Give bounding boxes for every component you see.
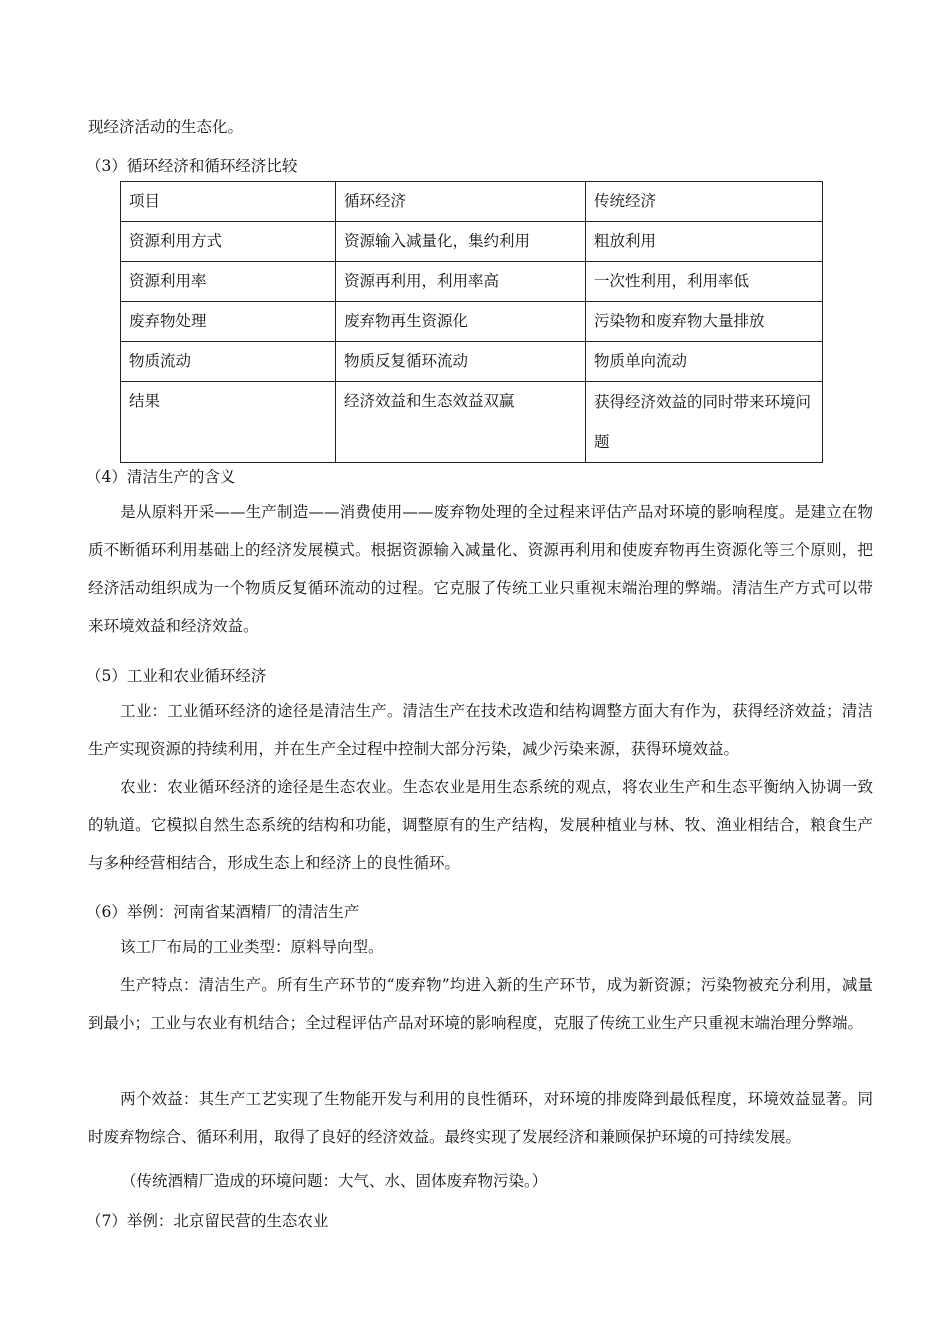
table-row [121, 302, 823, 342]
table-cell: 粗放利用 [586, 222, 823, 262]
table-cell: 资源再利用，利用率高 [336, 262, 586, 302]
table-cell: 资源利用率 [121, 262, 336, 302]
section-4-body [88, 493, 873, 645]
section-6-heading: （6）举例：河南省某酒精厂的清洁生产 [86, 903, 360, 921]
table-row [121, 262, 823, 302]
table-row [121, 342, 823, 382]
agriculture-text: 农业：农业循环经济的途径是生态农业。生态农业是用生态系统的观点，将农业生产和生态平衡纳入协调一致的轨道。它模拟自然生态系统的结构和功能，调整原有的生产结构，发展种植业与林、牧、渔业相结合，粮食生产与多种经营相结合，形成生态上和经济上的良性循环。 [88, 778, 873, 872]
comparison-table [120, 181, 823, 463]
section-7-heading: （7）举例：北京留民营的生态农业 [86, 1212, 329, 1230]
industry-text: 工业：工业循环经济的途径是清洁生产。清洁生产在技术改造和结构调整方面大有作为，获得经济效益；清洁生产实现资源的持续利用，并在生产全过程中控制大部分污染，减少污染来源，获得环境效益。 [88, 702, 873, 758]
table-header-cell: 传统经济 [586, 182, 823, 222]
features-text: 生产特点：清洁生产。所有生产环节的“废弃物”均进入新的生产环节，成为新资源；污染物被充分利用，减量到最小；工业与农业有机结合；全过程评估产品对环境的影响程度，克服了传统工业生产只重视末端治理分弊端。 [88, 976, 873, 1032]
table-cell: 物质反复循环流动 [336, 342, 586, 382]
section-5-heading: （5）工业和农业循环经济 [86, 667, 267, 685]
table-cell: 资源利用方式 [121, 222, 336, 262]
table-cell: 物质单向流动 [586, 342, 823, 382]
table-cell: 获得经济效益的同时带来环境问题 [586, 382, 823, 463]
section-3-heading: （3）循环经济和循环经济比较 [86, 157, 298, 175]
continued-text: 现经济活动的生态化。 [88, 118, 244, 136]
table-row [121, 382, 823, 463]
table-header-cell: 项目 [121, 182, 336, 222]
table-cell: 结果 [121, 382, 336, 463]
table-header-row [121, 182, 823, 222]
agriculture-paragraph [88, 768, 873, 882]
table-header-cell: 循环经济 [336, 182, 586, 222]
benefits-text: 两个效益：其生产工艺实现了生物能开发与利用的良性循环，对环境的排废降到最低程度，环境效益显著。同时废弃物综合、循环利用，取得了良好的经济效益。最终实现了发展经济和兼顾保护环境的可持续发展。 [88, 1090, 873, 1146]
table-cell: 废弃物再生资源化 [336, 302, 586, 342]
layout-type-text: 该工厂布局的工业类型：原料导向型。 [120, 938, 384, 956]
benefits-paragraph [88, 1080, 873, 1156]
table-cell: 污染物和废弃物大量排放 [586, 302, 823, 342]
section-4-heading: （4）清洁生产的含义 [86, 468, 236, 486]
note-text: （传统酒精厂造成的环境问题：大气、水、固体废弃物污染。） [121, 1172, 548, 1190]
table-row [121, 222, 823, 262]
table-cell: 经济效益和生态效益双赢 [336, 382, 586, 463]
table-cell: 一次性利用，利用率低 [586, 262, 823, 302]
section-4-text: 是从原料开采——生产制造——消费使用——废弃物处理的全过程来评估产品对环境的影响程度。是建立在物质不断循环利用基础上的经济发展模式。根据资源输入减量化、资源再利用和使废弃物再生资源化等三个原则，把经济活动组织成为一个物质反复循环流动的过程。它克服了传统工业只重视末端治理的弊端。清洁生产方式可以带来环境效益和经济效益。 [88, 503, 873, 635]
industry-paragraph [88, 692, 873, 768]
features-paragraph [88, 966, 873, 1042]
table-cell: 废弃物处理 [121, 302, 336, 342]
layout-type-paragraph [88, 928, 873, 966]
table-cell: 物质流动 [121, 342, 336, 382]
table-cell: 资源输入减量化，集约利用 [336, 222, 586, 262]
